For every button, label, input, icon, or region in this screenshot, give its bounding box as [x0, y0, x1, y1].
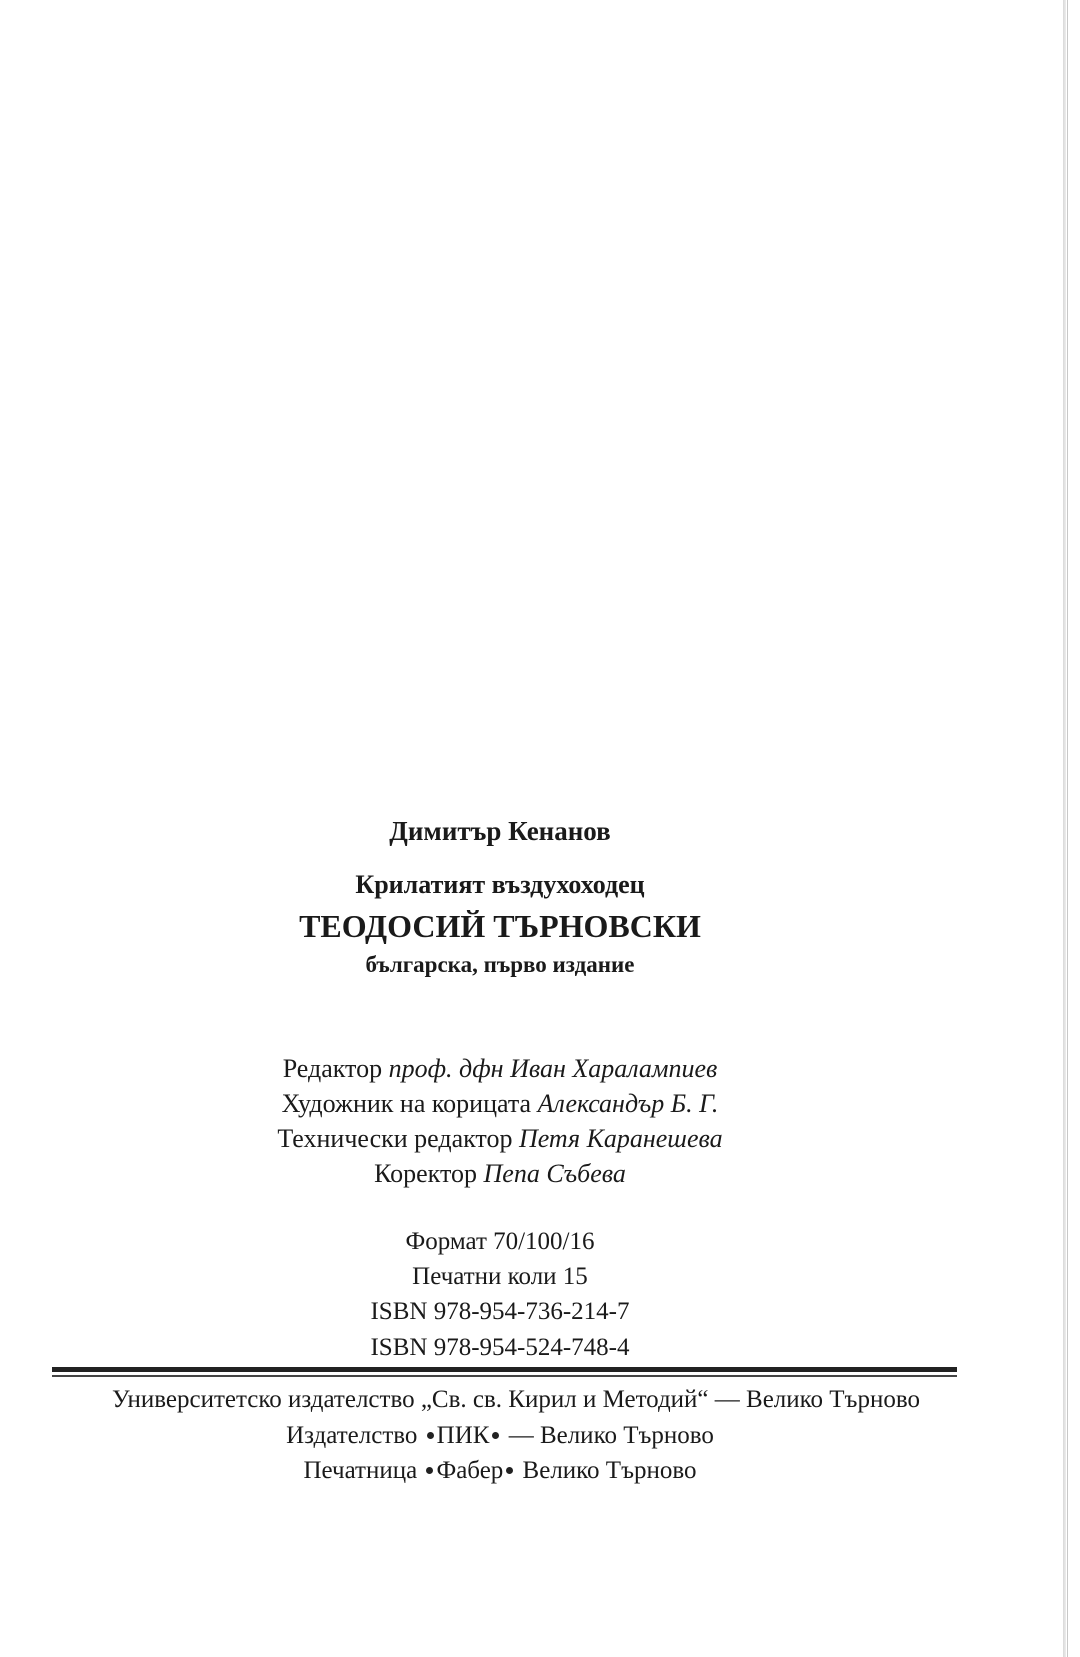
edition-note: българска, първо издание	[365, 952, 635, 977]
credit-role: Технически редактор	[277, 1124, 513, 1153]
credit-person: Петя Каранешева	[518, 1124, 723, 1153]
bullet-dot-icon	[506, 1467, 513, 1474]
credit-role: Редактор	[282, 1054, 383, 1083]
printer-city: Велико Търново	[522, 1457, 697, 1484]
credit-editor	[0, 1056, 1000, 1082]
author-name: Димитър Кенанов	[389, 816, 611, 846]
credit-role: Художник на корицата	[281, 1089, 532, 1118]
bullet-dot-icon	[426, 1467, 433, 1474]
format-spec: Формат 70/100/16	[405, 1228, 595, 1255]
credit-role: Коректор	[374, 1159, 477, 1188]
credit-person: Пепа Събева	[483, 1159, 626, 1188]
bullet-dot-icon	[492, 1432, 499, 1439]
page-edge-line	[1067, 0, 1068, 1657]
book-subtitle: Крилатият въздухоходец	[355, 870, 645, 899]
credit-technical-editor	[0, 1126, 1000, 1152]
pik-city: — Велико Търново	[508, 1422, 714, 1449]
credit-proofreader	[0, 1161, 1000, 1187]
isbn-1: ISBN 978-954-736-214-7	[370, 1298, 630, 1325]
credit-cover-artist	[0, 1091, 1000, 1117]
bullet-dot-icon	[427, 1432, 434, 1439]
printed-sheets: Печатни коли 15	[412, 1263, 588, 1290]
printer-label: Печатница	[303, 1457, 418, 1484]
pik-publisher	[0, 1423, 1000, 1448]
isbn-2: ISBN 978-954-524-748-4	[370, 1334, 630, 1361]
printer-name: Фабер	[436, 1457, 504, 1484]
printing-house	[0, 1458, 1000, 1483]
pik-name: ПИК	[436, 1422, 490, 1449]
pik-label: Издателство	[286, 1422, 418, 1449]
university-publisher: Университетско издателство „Св. св. Кирил и Методий“ — Велико Търново	[111, 1386, 920, 1413]
page-edge-shadow	[1063, 0, 1066, 1657]
credit-person: Александър Б. Г.	[537, 1089, 719, 1118]
book-title: ТЕОДОСИЙ ТЪРНОВСКИ	[299, 908, 701, 944]
credit-person: проф. дфн Иван Харалампиев	[388, 1054, 718, 1083]
divider-rule-thick	[52, 1367, 957, 1372]
divider-rule-thin	[52, 1375, 957, 1377]
